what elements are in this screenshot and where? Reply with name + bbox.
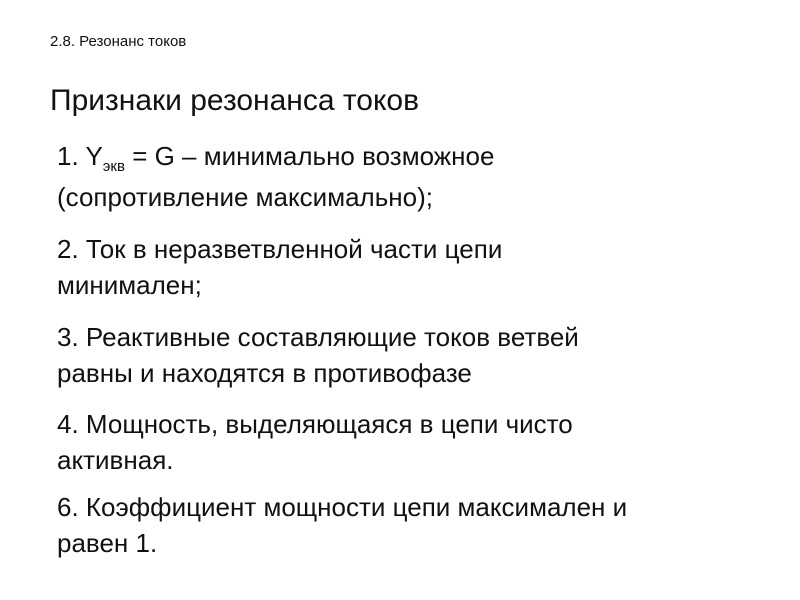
list-item-1-rest: = G – минимально возможное [124,141,495,171]
section-header: 2.8. Резонанс токов [50,33,187,50]
list-item-2-line-2: минимален; [57,270,202,300]
list-item-1-line-1 [57,138,777,179]
list-item-1-line-2: (сопротивление максимально); [57,182,433,212]
subscript-ekv: экв [102,158,125,175]
list-item-5-line-2: равен 1. [57,528,158,558]
list-item-3-line-1: 3. Реактивные составляющие токов ветвей [57,322,579,352]
list-item-3 [57,319,777,391]
list-item-4-line-1: 4. Мощность, выделяющаяся в цепи чисто [57,409,573,439]
list-item-2 [57,231,777,303]
list-item-1-prefix: 1. Y [57,141,103,171]
list-item-3-line-2: равны и находятся в противофазе [57,358,472,388]
list-item-4 [57,406,777,478]
list-item-1 [57,138,777,215]
list-item-2-line-1: 2. Ток в неразветвленной части цепи [57,234,503,264]
list-item-5 [57,489,777,561]
slide-title: Признаки резонанса токов [50,84,420,117]
list-item-4-line-2: активная. [57,445,174,475]
list-item-5-line-1: 6. Коэффициент мощности цепи максимален и [57,492,628,522]
